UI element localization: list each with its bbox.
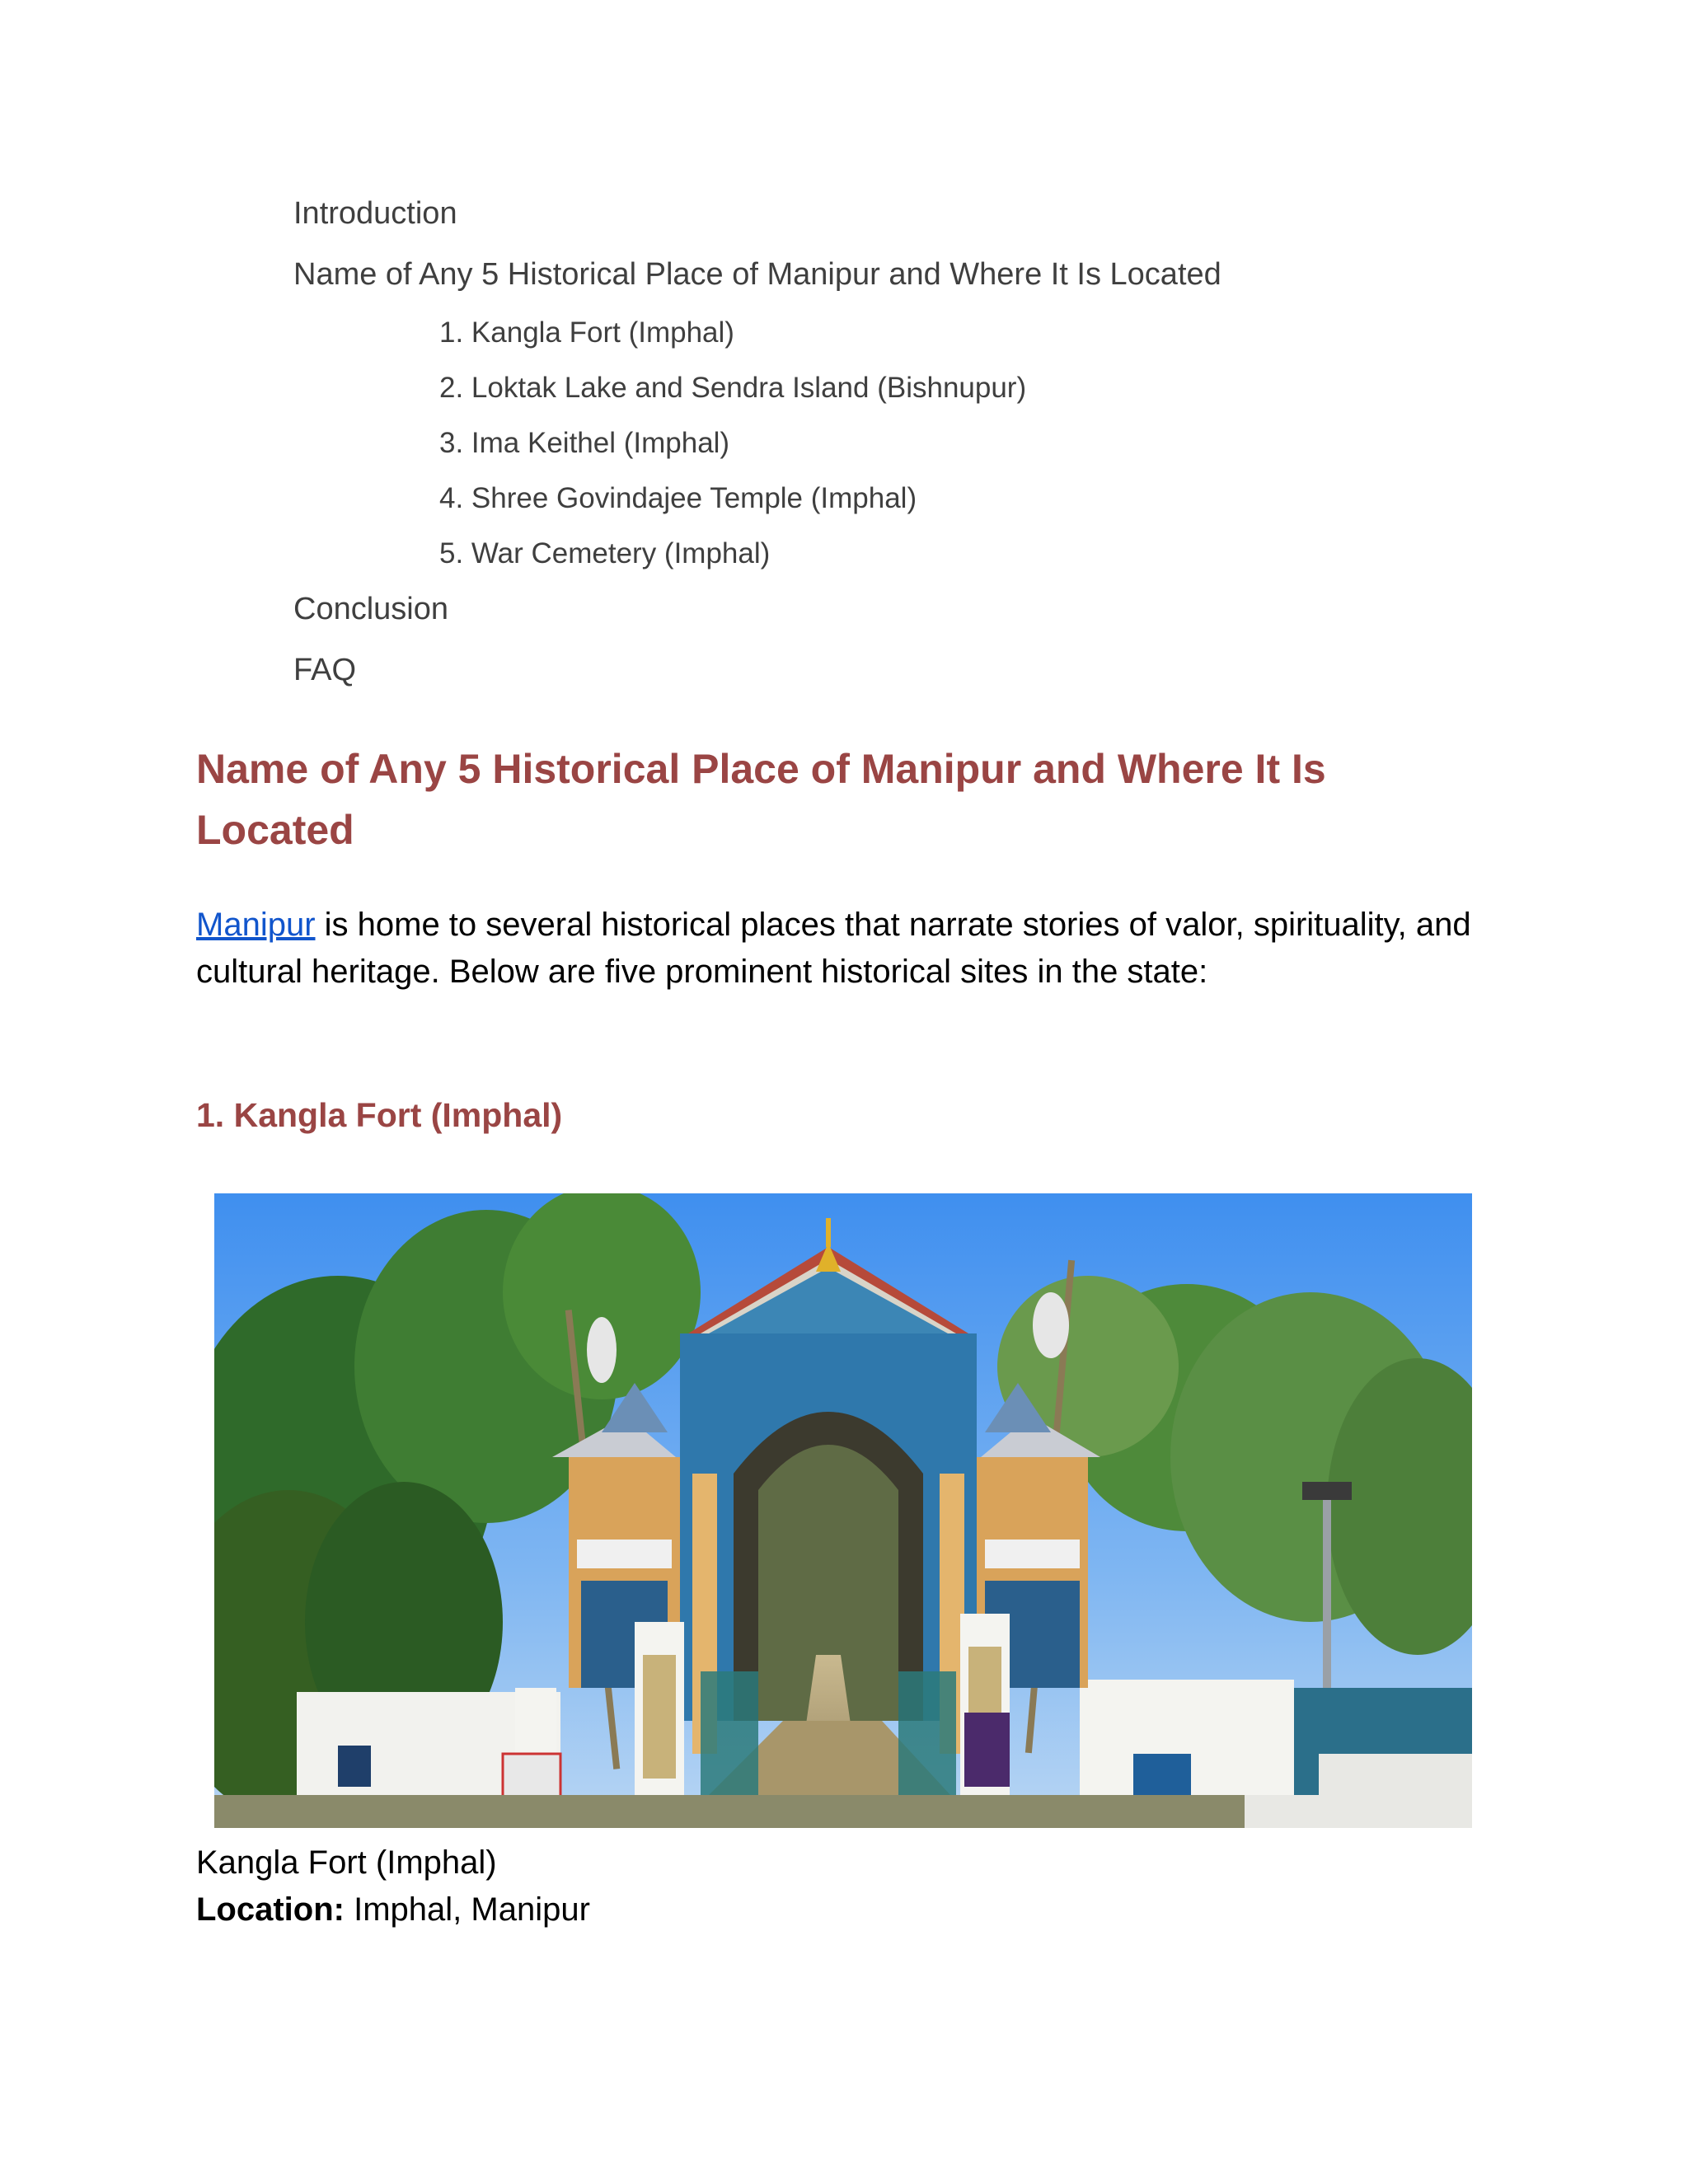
toc-item-war-cemetery[interactable]: 5. War Cemetery (Imphal) — [439, 537, 771, 569]
toc-main-section[interactable]: Name of Any 5 Historical Place of Manipur and Where It Is Located — [293, 257, 1221, 292]
section-heading: Name of Any 5 Historical Place of Manipur and Where It Is Located — [196, 746, 1326, 853]
location-value: Imphal, Manipur — [344, 1891, 590, 1928]
toc-item-govindajee-temple[interactable]: 4. Shree Govindajee Temple (Imphal) — [439, 482, 917, 514]
toc-conclusion[interactable]: Conclusion — [293, 592, 448, 626]
intro-paragraph — [196, 902, 1482, 996]
location-line — [196, 1891, 590, 1929]
toc-introduction[interactable]: Introduction — [293, 196, 457, 231]
kangla-fort-heading: 1. Kangla Fort (Imphal) — [196, 1096, 563, 1134]
toc-item-ima-keithel[interactable]: 3. Ima Keithel (Imphal) — [439, 427, 730, 459]
location-label: Location: — [196, 1891, 345, 1928]
photo-caption: Kangla Fort (Imphal) — [196, 1844, 497, 1881]
toc-item-kangla-fort[interactable]: 1. Kangla Fort (Imphal) — [439, 316, 734, 349]
manipur-link[interactable]: Manipur — [196, 907, 316, 943]
intro-text: is home to several historical places that narrate stories of valor, spirituality, and cultural heritage. Below are five prominent historical sites in the state: — [196, 907, 1471, 990]
toc-item-loktak-lake[interactable]: 2. Loktak Lake and Sendra Island (Bishnupur) — [439, 372, 1027, 404]
toc-faq[interactable]: FAQ — [293, 653, 357, 687]
kangla-fort-photo — [214, 1193, 1472, 1828]
